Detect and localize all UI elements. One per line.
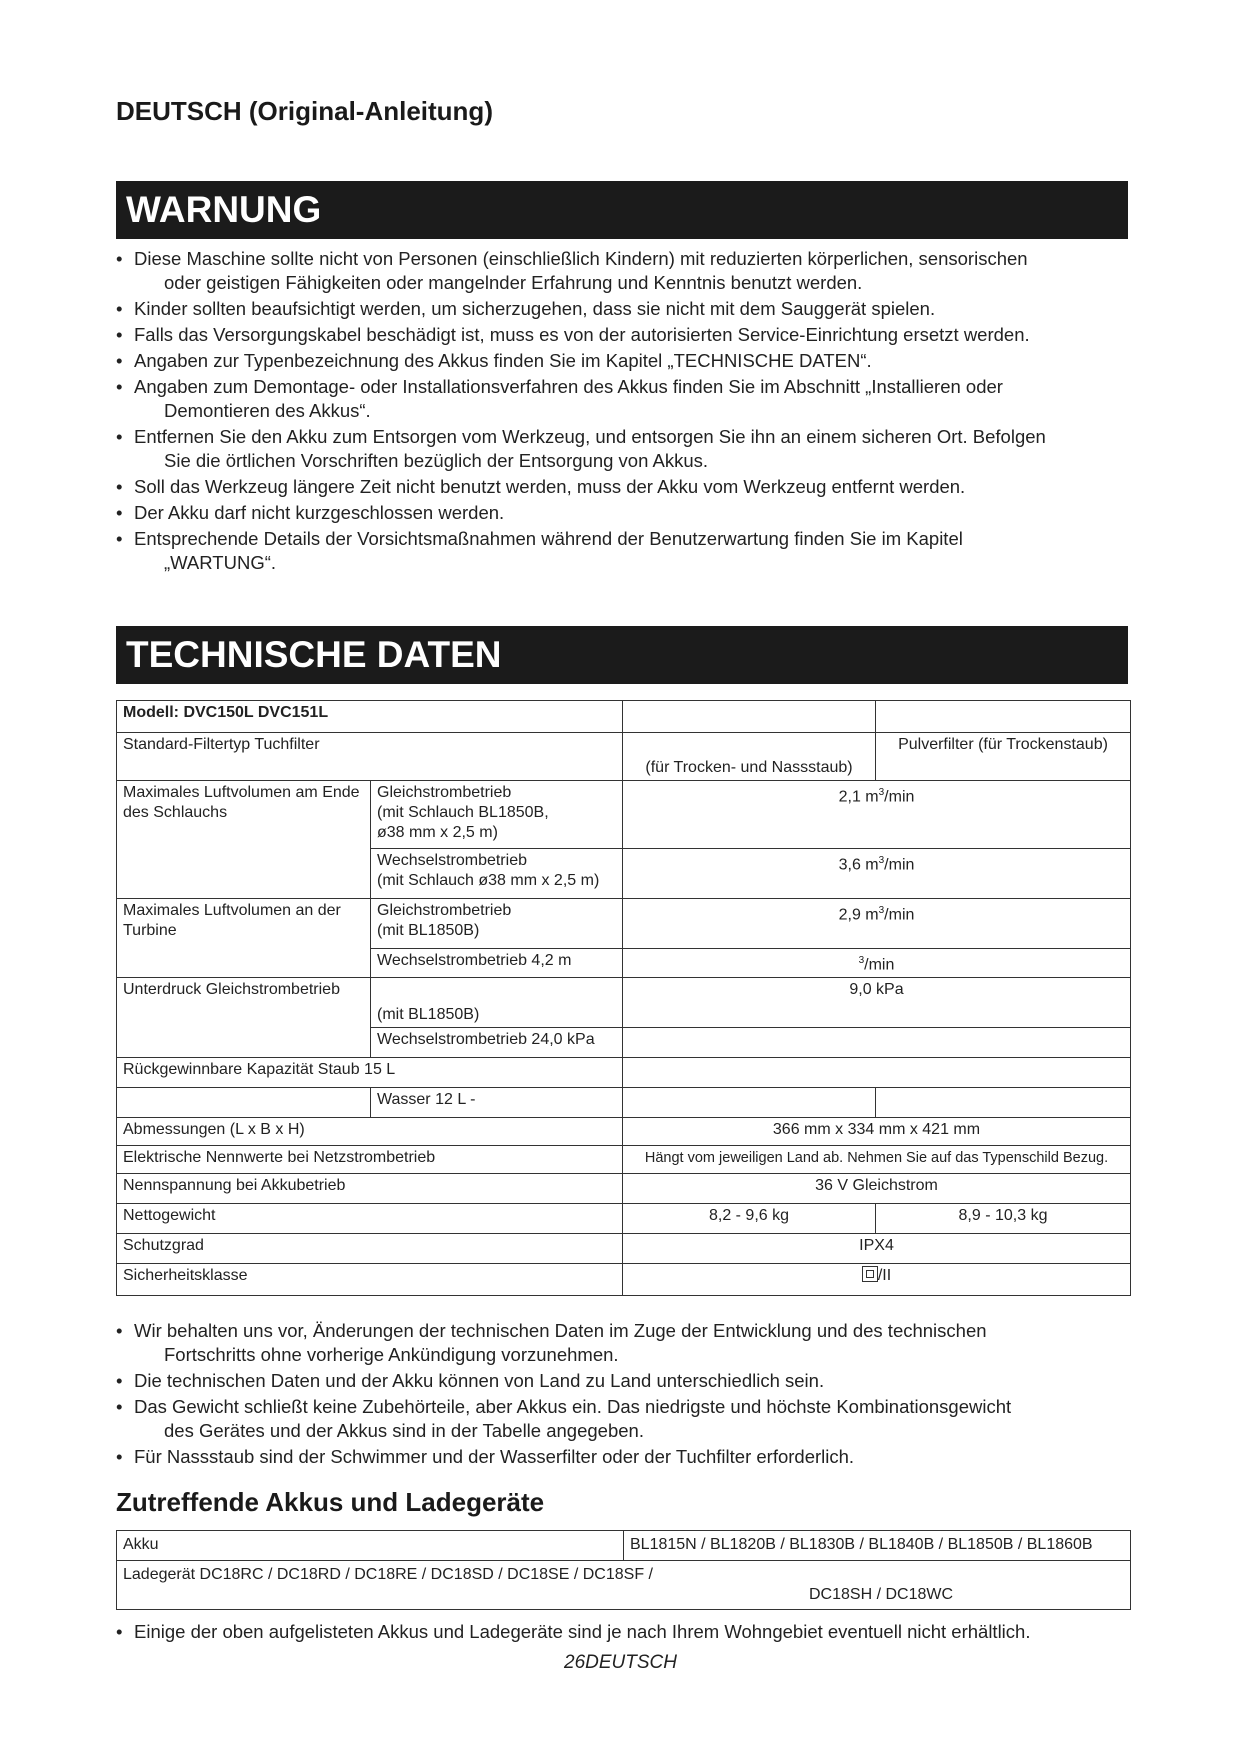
weight-label: Nettogewicht [117,1204,623,1234]
rating-label: Elektrische Nennwerte bei Netzstrombetrieb [117,1146,623,1174]
akku-label: Akku [117,1531,624,1561]
warning-item: • Diese Maschine sollte nicht von Personen (einschließlich Kindern) mit reduzierten körperlichen, sensorischen oder geistigen Fähigkeiten oder mangelnder Erfahrung und Kenntnis benutzt werden. [116,247,1136,295]
ac-turbine-value: $^3$/min [623,949,1131,978]
warning-section-title: WARNUNG [116,181,1128,239]
warning-item: • Kinder sollten beaufsichtigt werden, um sicherzugehen, dass sie nicht mit dem Sauggerät spielen. [116,297,1136,321]
warning-item: • Angaben zur Typenbezeichnung des Akkus finden Sie im Kapitel „TECHNISCHE DATEN“. [116,349,1136,373]
page-language-header: DEUTSCH (Original-Anleitung) [116,96,493,126]
dc-turbine-value: 2,9 $m^3/\min$ [623,899,1131,949]
note-item: • Das Gewicht schließt keine Zubehörteile, aber Akkus ein. Das niedrigste und höchste Kombinationsgewicht des Gerätes und der Akkus sind in der Tabelle angegeben. [116,1395,1136,1443]
vacuum-dc-cell: (mit BL1850B) [371,978,623,1028]
protection-label: Schutzgrad [117,1234,623,1264]
filter-label-cell: Standard-Filtertyp Tuchfilter [117,733,623,781]
warning-item: • Entfernen Sie den Akku zum Entsorgen vom Werkzeug, und entsorgen Sie ihn an einem sicheren Ort. Befolgen Sie die örtlichen Vorschriften bezüglich der Entsorgung von Akkus. [116,425,1136,473]
tech-spec-table [116,700,1131,1296]
akku-value: BL1815N / BL1820B / BL1830B / BL1840B / BL1850B / BL1860B [624,1531,1131,1561]
charger-cell [117,1561,1131,1610]
batteries-note-list [116,1620,1136,1646]
warning-item: • Der Akku darf nicht kurzgeschlossen werden. [116,501,1136,525]
table-row [117,978,1131,1028]
model-cell: Modell: DVC150L DVC151L [117,701,623,733]
dc-hose-value: 2,1 $m^3/\min$ [623,781,1131,849]
rating-value: Hängt vom jeweiligen Land ab. Nehmen Sie auf das Typenschild Bezug. [623,1146,1131,1174]
airflow-hose-label: Maximales Luftvolumen am Ende des Schlauchs [117,781,371,899]
dc-hose-cell: Gleichstrombetrieb (mit Schlauch BL1850B, ø38 mm x 2,5 m) [371,781,623,849]
vacuum-label: Unterdruck Gleichstrombetrieb [117,978,371,1058]
ac-hose-value: 3,6 $m^3/\min$ [623,849,1131,899]
warning-item: • Angaben zum Demontage- oder Installationsverfahren des Akkus finden Sie im Abschnitt „Installieren oder Demontieren des Akkus“. [116,375,1136,423]
charger-label: Ladegerät DC18RC / DC18RD / DC18RE / DC18SD / DC18SE / DC18SF / [123,1566,653,1583]
tech-notes-list [116,1319,1136,1471]
table-row [117,1204,1131,1234]
protection-value: IPX4 [623,1234,1131,1264]
safety-value: /II [623,1264,1131,1296]
ac-hose-cell: Wechselstrombetrieb (mit Schlauch ø38 mm x 2,5 m) [371,849,623,899]
capacity-water-cell: Wasser 12 L - [371,1088,623,1118]
vacuum-dc-value: 9,0 kPa [623,978,1131,1028]
warning-item: • Soll das Werkzeug längere Zeit nicht benutzt werden, muss der Akku vom Werkzeug entfernt werden. [116,475,1136,499]
weight-value-1: 8,2 - 9,6 kg [623,1204,876,1234]
warning-list [116,247,1136,577]
note-item: • Einige der oben aufgelisteten Akkus und Ladegeräte sind je nach Ihrem Wohngebiet eventuell nicht erhältlich. [116,1620,1136,1644]
table-row [117,1118,1131,1146]
note-item: • Für Nassstaub sind der Schwimmer und der Wasserfilter oder der Tuchfilter erforderlich. [116,1445,1136,1469]
warning-item: • Entsprechende Details der Vorsichtsmaßnahmen während der Benutzerwartung finden Sie im Kapitel „WARTUNG“. [116,527,1136,575]
table-row [117,733,1131,781]
airflow-turbine-label: Maximales Luftvolumen an der Turbine [117,899,371,978]
filter-wet-cell: (für Trocken- und Nassstaub) [623,733,876,781]
table-row [117,781,1131,849]
table-row [117,1561,1131,1610]
table-row [117,1058,1131,1088]
note-item: • Wir behalten uns vor, Änderungen der technischen Daten im Zuge der Entwicklung und des technischen Fortschritts ohne vorherige Ankündigung vorzunehmen. [116,1319,1136,1367]
table-row [117,1174,1131,1204]
batteries-heading: Zutreffende Akkus und Ladegeräte [116,1487,545,1517]
table-row [117,1088,1131,1118]
note-item: • Die technischen Daten und der Akku können von Land zu Land unterschiedlich sein. [116,1369,1136,1393]
safety-label: Sicherheitsklasse [117,1264,623,1296]
vacuum-ac-cell: Wechselstrombetrieb 24,0 kPa [371,1028,623,1058]
batteries-table [116,1530,1131,1610]
filter-powder-cell: Pulverfilter (für Trockenstaub) [876,733,1131,781]
table-row [117,1264,1131,1296]
table-row [117,1531,1131,1561]
protection-class-icon [862,1266,878,1282]
weight-value-2: 8,9 - 10,3 kg [876,1204,1131,1234]
voltage-value: 36 V Gleichstrom [623,1174,1131,1204]
voltage-label: Nennspannung bei Akkubetrieb [117,1174,623,1204]
charger-value: DC18SH / DC18WC [809,1586,954,1603]
warning-item: • Falls das Versorgungskabel beschädigt ist, muss es von der autorisierten Service-Einrichtung ersetzt werden. [116,323,1136,347]
table-row [117,701,1131,733]
page-footer: 26DEUTSCH [564,1652,677,1673]
dimensions-label: Abmessungen (L x B x H) [117,1118,623,1146]
dc-turbine-cell: Gleichstrombetrieb (mit BL1850B) [371,899,623,949]
table-row [117,1146,1131,1174]
table-row [117,1234,1131,1264]
dimensions-value: 366 mm x 334 mm x 421 mm [623,1118,1131,1146]
table-row [117,899,1131,949]
tech-section-title: TECHNISCHE DATEN [116,626,1128,684]
capacity-label: Rückgewinnbare Kapazität Staub 15 L [117,1058,623,1088]
ac-turbine-cell: Wechselstrombetrieb 4,2 m [371,949,623,978]
